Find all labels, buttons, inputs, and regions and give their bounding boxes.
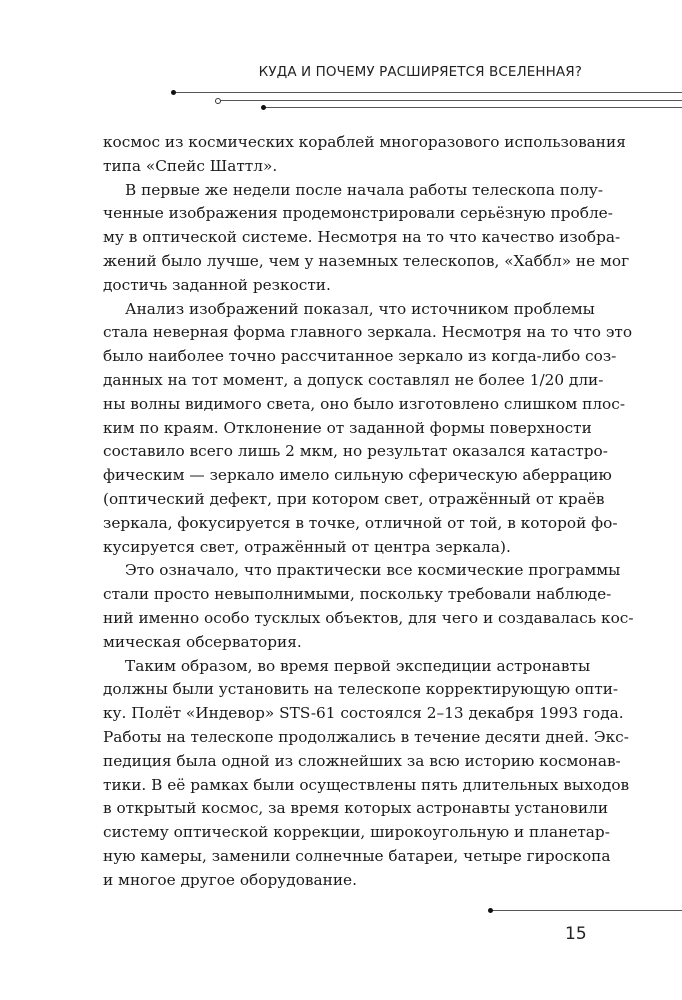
text-line: мическая обсерватория.: [103, 632, 302, 651]
text-line: В первые же недели после начала работы телескопа полу-: [125, 180, 604, 199]
text-line: стали просто невыполнимыми, поскольку требовали наблюде-: [103, 585, 612, 604]
text-line: должны были установить на телескопе корректирующую опти-: [103, 680, 619, 699]
text-line: ны волны видимого света, оно было изготовлено слишком плос-: [103, 394, 625, 413]
text-line: было наиболее точно рассчитанное зеркало из когда-либо соз-: [103, 347, 617, 366]
text-line: Таким образом, во время первой экспедиции астронавты: [125, 656, 591, 675]
text-line: типа «Спейс Шаттл».: [103, 156, 278, 175]
text-line: Это означало, что практически все космические программы: [125, 561, 621, 580]
paragraph: [103, 179, 630, 298]
text-line: Работы на телескопе продолжались в течение десяти дней. Экс-: [103, 727, 629, 746]
page-number: 15: [565, 924, 587, 944]
text-line: и многое другое оборудование.: [103, 870, 357, 889]
text-line: Анализ изображений показал, что источником проблемы: [125, 299, 595, 318]
header-rule-dot-1: [171, 90, 176, 95]
text-line: данных на тот момент, а допуск составлял не более 1/20 дли-: [103, 370, 604, 389]
text-line: достичь заданной резкости.: [103, 275, 331, 294]
paragraph: [103, 131, 626, 179]
header-rule-ring: [215, 98, 221, 104]
running-head-title: КУДА И ПОЧЕМУ РАСШИРЯЕТСЯ ВСЕЛЕННАЯ?: [258, 64, 582, 80]
header-rule-dot-3: [261, 105, 266, 110]
text-line: ким по краям. Отклонение от заданной формы поверхности: [103, 418, 592, 437]
text-line: космос из космических кораблей многоразового использования: [103, 133, 626, 151]
paragraph: [103, 655, 630, 893]
header-rule-1: [174, 92, 682, 93]
text-line: педиция была одной из сложнейших за всю историю космонав-: [103, 751, 621, 770]
text-line: (оптический дефект, при котором свет, отражённый от краёв: [103, 489, 605, 508]
text-line: зеркала, фокусируется в точке, отличной от той, в которой фо-: [103, 513, 618, 532]
text-line: ний именно особо тусклых объектов, для чего и создавалась кос-: [103, 608, 634, 627]
text-line: фическим — зеркало имело сильную сферическую аберрацию: [103, 466, 612, 485]
text-line: жений было лучше, чем у наземных телескопов, «Хаббл» не мог: [103, 251, 630, 270]
header-rule-3: [264, 107, 682, 108]
text-line: систему оптической коррекции, широкоугольную и планетар-: [103, 823, 610, 842]
text-line: составило всего лишь 2 мкм, но результат оказался катастро-: [103, 442, 608, 461]
text-line: тики. В её рамках были осуществлены пять длительных выходов: [103, 775, 630, 794]
footer-rule-dot: [488, 908, 493, 913]
paragraph: [103, 559, 634, 654]
text-line: ную камеры, заменили солнечные батареи, четыре гироскопа: [103, 846, 611, 865]
header-rule-2: [221, 100, 682, 101]
text-line: му в оптической системе. Несмотря на то что качество изобра-: [103, 228, 621, 247]
body-text: [103, 131, 634, 893]
text-line: ку. Полёт «Индевор» STS-61 состоялся 2–13 декабря 1993 года.: [103, 704, 624, 723]
text-line: кусируется свет, отражённый от центра зеркала).: [103, 537, 511, 556]
text-line: в открытый космос, за время которых астронавты установили: [103, 799, 609, 818]
footer-rule: [491, 910, 682, 911]
text-line: стала неверная форма главного зеркала. Несмотря на то что это: [103, 323, 633, 342]
text-line: ченные изображения продемонстрировали серьёзную пробле-: [103, 204, 613, 223]
paragraph: [103, 298, 633, 560]
